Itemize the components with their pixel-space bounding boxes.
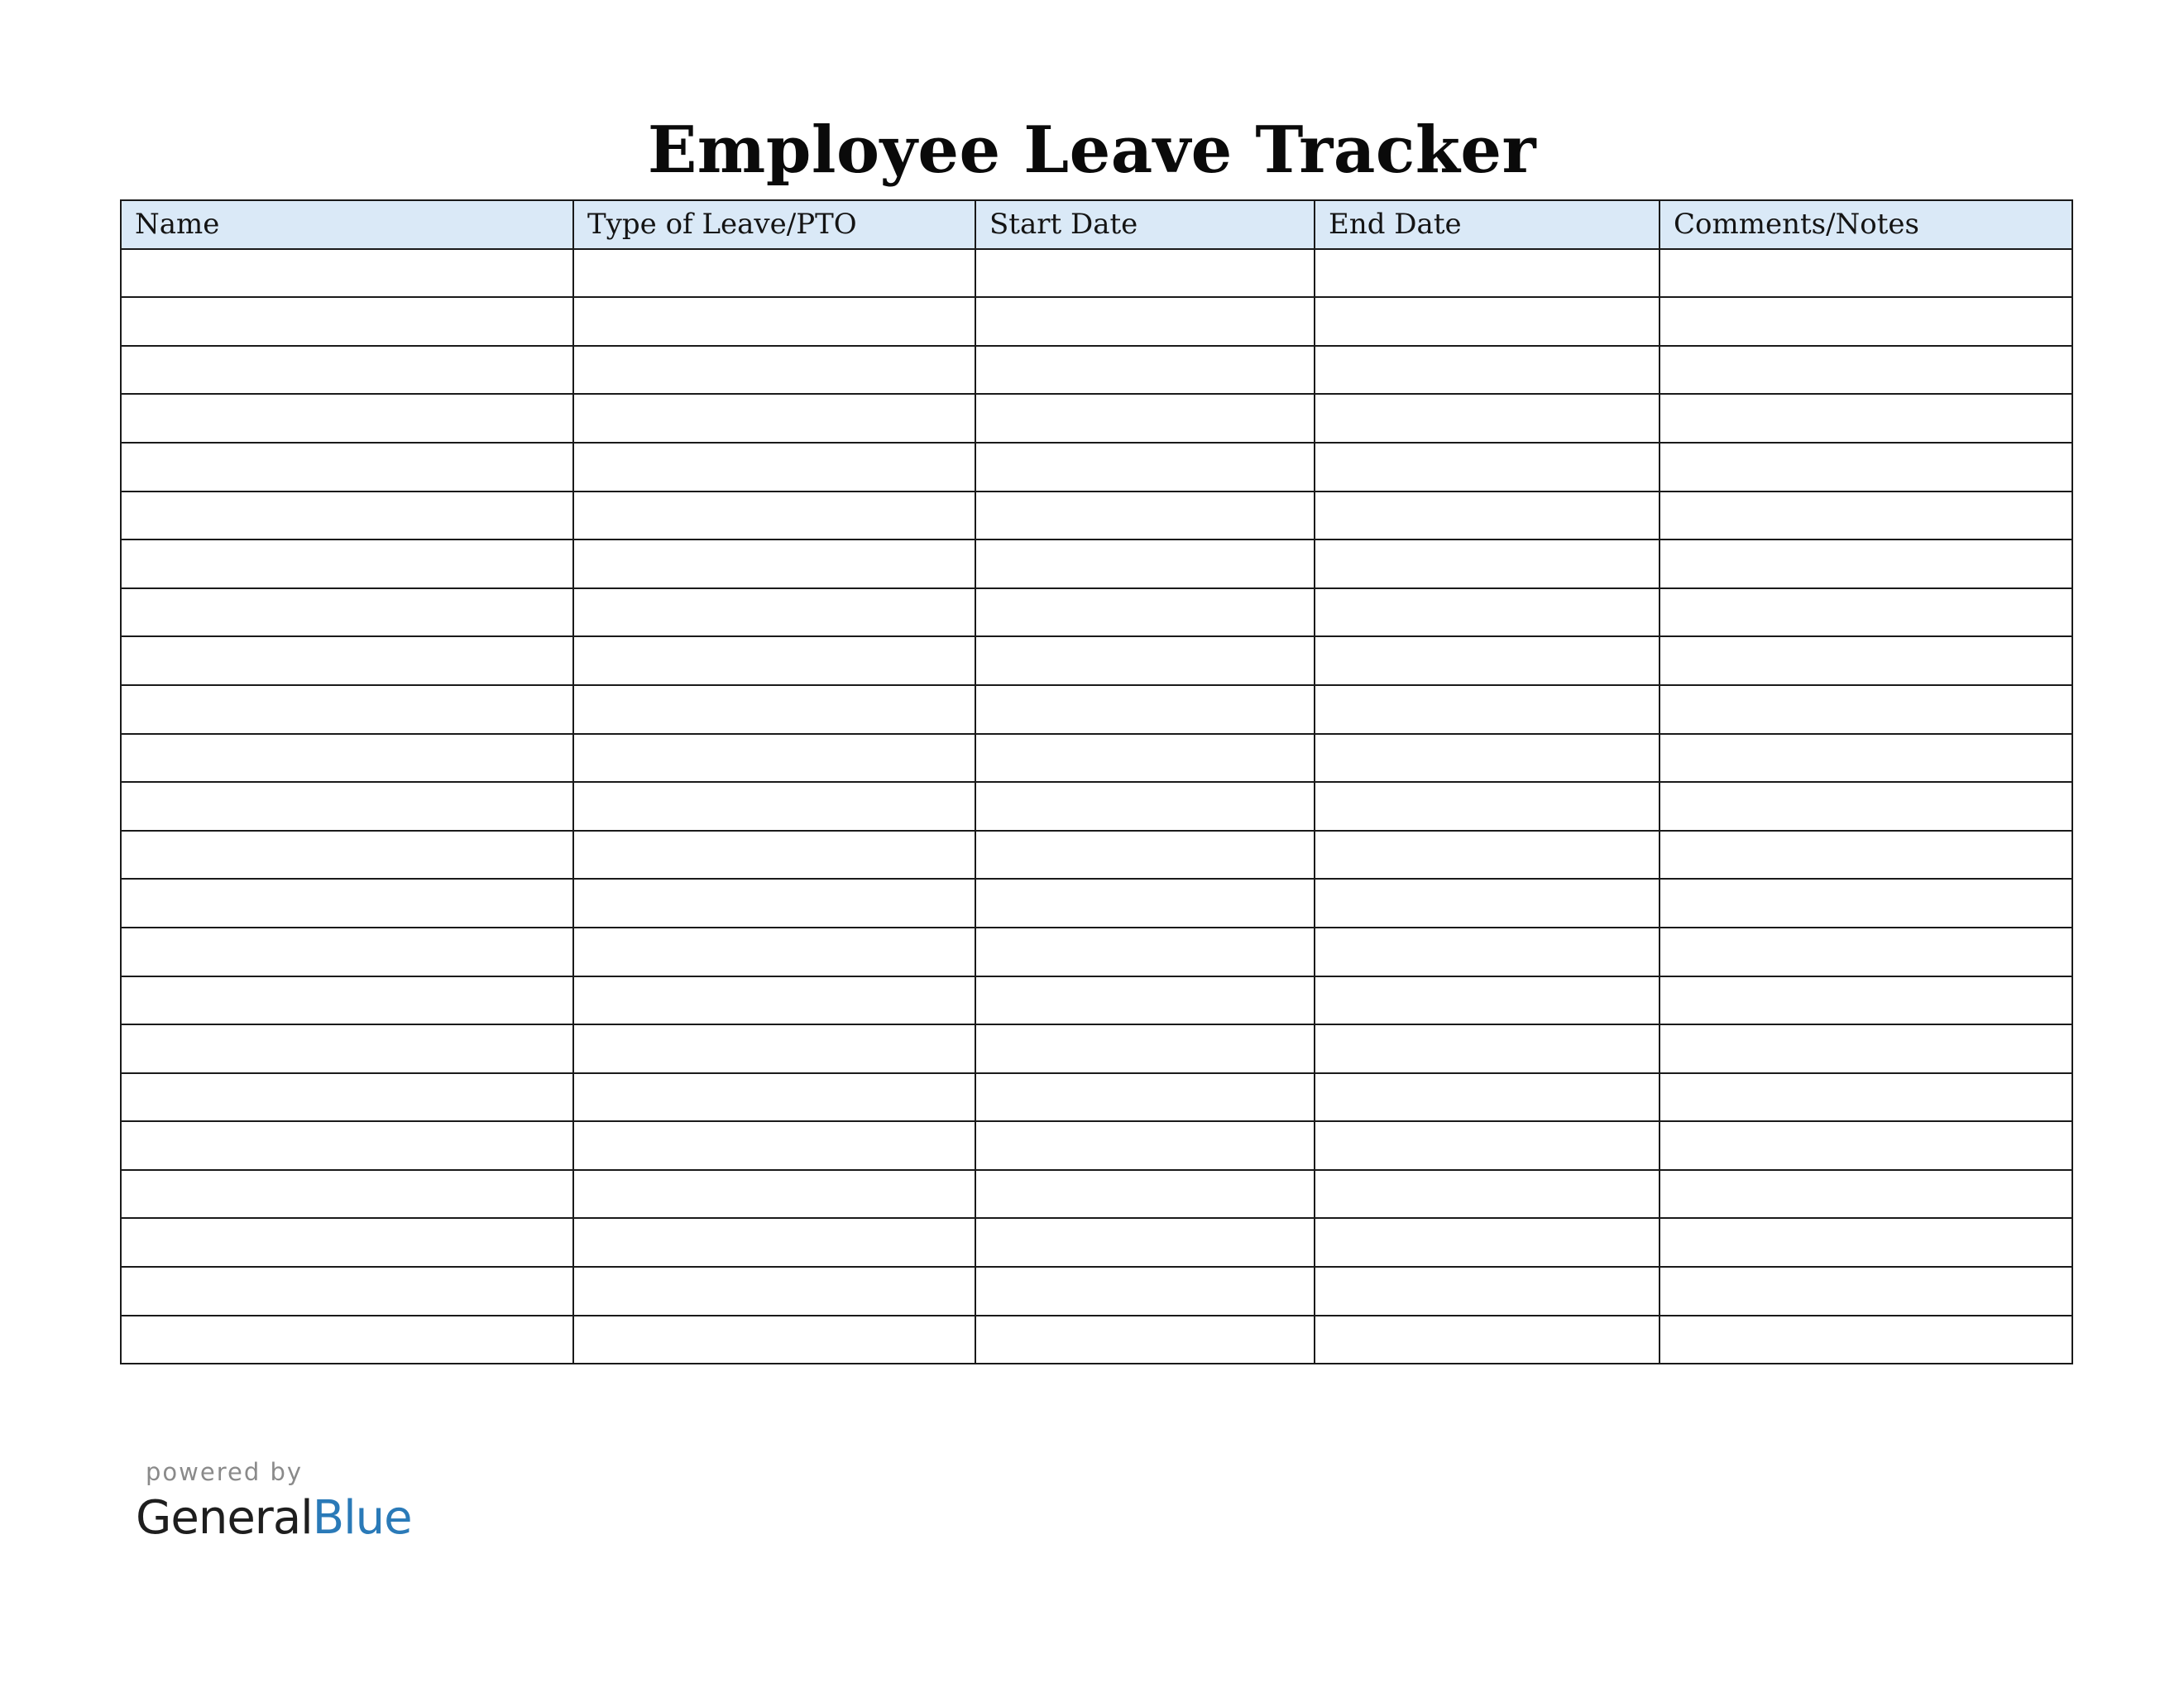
table-row [121,297,2072,346]
cell-name[interactable] [121,928,573,976]
table-row [121,879,2072,928]
table-row [121,1170,2072,1219]
brand-blue: Blue [312,1491,412,1545]
table-row [121,1121,2072,1170]
cell-name[interactable] [121,297,573,346]
header-end-date: End Date [1315,200,1660,249]
cell-comments-notes[interactable] [1660,394,2072,443]
cell-start-date[interactable] [975,1218,1315,1267]
table-row [121,685,2072,734]
cell-type-of-leave[interactable] [573,588,975,637]
header-start-date: Start Date [975,200,1315,249]
cell-comments-notes[interactable] [1660,1024,2072,1073]
cell-name[interactable] [121,1073,573,1122]
header-comments-notes: Comments/Notes [1660,200,2072,249]
cell-comments-notes[interactable] [1660,588,2072,637]
cell-end-date[interactable] [1315,831,1660,880]
header-name: Name [121,200,573,249]
cell-end-date[interactable] [1315,636,1660,685]
page-title: Employee Leave Tracker [647,113,1537,188]
cell-name[interactable] [121,879,573,928]
table-row [121,394,2072,443]
cell-start-date[interactable] [975,879,1315,928]
cell-name[interactable] [121,249,573,298]
cell-name[interactable] [121,1218,573,1267]
table-row [121,1024,2072,1073]
powered-by-label: powered by [146,1458,304,1486]
leave-tracker-table [120,199,2073,1364]
cell-end-date[interactable] [1315,1170,1660,1219]
table-row [121,539,2072,588]
cell-end-date[interactable] [1315,1073,1660,1122]
cell-type-of-leave[interactable] [573,685,975,734]
cell-type-of-leave[interactable] [573,394,975,443]
table-row [121,1218,2072,1267]
cell-comments-notes[interactable] [1660,249,2072,298]
cell-comments-notes[interactable] [1660,297,2072,346]
table-row [121,734,2072,783]
cell-start-date[interactable] [975,297,1315,346]
cell-comments-notes[interactable] [1660,685,2072,734]
cell-end-date[interactable] [1315,1121,1660,1170]
cell-end-date[interactable] [1315,976,1660,1025]
cell-end-date[interactable] [1315,588,1660,637]
cell-type-of-leave[interactable] [573,1024,975,1073]
cell-end-date[interactable] [1315,249,1660,298]
cell-start-date[interactable] [975,1024,1315,1073]
table-row [121,831,2072,880]
cell-type-of-leave[interactable] [573,1073,975,1122]
cell-start-date[interactable] [975,976,1315,1025]
cell-type-of-leave[interactable] [573,1267,975,1316]
table-row [121,1267,2072,1316]
cell-name[interactable] [121,734,573,783]
cell-name[interactable] [121,1170,573,1219]
cell-start-date[interactable] [975,1073,1315,1122]
table-header-row [121,200,2072,249]
cell-name[interactable] [121,539,573,588]
cell-comments-notes[interactable] [1660,976,2072,1025]
cell-type-of-leave[interactable] [573,539,975,588]
cell-type-of-leave[interactable] [573,636,975,685]
cell-type-of-leave[interactable] [573,1121,975,1170]
cell-comments-notes[interactable] [1660,1267,2072,1316]
cell-start-date[interactable] [975,443,1315,492]
cell-name[interactable] [121,831,573,880]
cell-end-date[interactable] [1315,734,1660,783]
cell-name[interactable] [121,782,573,831]
cell-comments-notes[interactable] [1660,492,2072,540]
cell-start-date[interactable] [975,734,1315,783]
cell-comments-notes[interactable] [1660,346,2072,395]
table-row [121,1073,2072,1122]
table-row [121,443,2072,492]
cell-comments-notes[interactable] [1660,734,2072,783]
table-row [121,588,2072,637]
cell-start-date[interactable] [975,1267,1315,1316]
table-row [121,976,2072,1025]
cell-start-date[interactable] [975,1170,1315,1219]
cell-start-date[interactable] [975,249,1315,298]
cell-comments-notes[interactable] [1660,1218,2072,1267]
cell-name[interactable] [121,492,573,540]
cell-start-date[interactable] [975,1316,1315,1364]
cell-end-date[interactable] [1315,443,1660,492]
cell-start-date[interactable] [975,346,1315,395]
footer-branding [136,1458,412,1546]
cell-comments-notes[interactable] [1660,831,2072,880]
cell-name[interactable] [121,685,573,734]
cell-comments-notes[interactable] [1660,1170,2072,1219]
cell-comments-notes[interactable] [1660,928,2072,976]
cell-name[interactable] [121,1267,573,1316]
cell-type-of-leave[interactable] [573,297,975,346]
cell-name[interactable] [121,976,573,1025]
brand-general: General [136,1491,313,1545]
cell-end-date[interactable] [1315,539,1660,588]
cell-start-date[interactable] [975,394,1315,443]
table-row [121,492,2072,540]
cell-comments-notes[interactable] [1660,1316,2072,1364]
cell-comments-notes[interactable] [1660,539,2072,588]
cell-start-date[interactable] [975,685,1315,734]
cell-start-date[interactable] [975,1121,1315,1170]
cell-start-date[interactable] [975,492,1315,540]
cell-start-date[interactable] [975,928,1315,976]
cell-type-of-leave[interactable] [573,928,975,976]
table-row [121,249,2072,298]
cell-end-date[interactable] [1315,1267,1660,1316]
table-row [121,928,2072,976]
cell-name[interactable] [121,443,573,492]
cell-type-of-leave[interactable] [573,734,975,783]
cell-end-date[interactable] [1315,346,1660,395]
cell-name[interactable] [121,1024,573,1073]
cell-start-date[interactable] [975,636,1315,685]
cell-type-of-leave[interactable] [573,1218,975,1267]
cell-type-of-leave[interactable] [573,249,975,298]
cell-end-date[interactable] [1315,1024,1660,1073]
cell-end-date[interactable] [1315,297,1660,346]
cell-start-date[interactable] [975,588,1315,637]
cell-name[interactable] [121,636,573,685]
cell-type-of-leave[interactable] [573,443,975,492]
cell-end-date[interactable] [1315,1218,1660,1267]
cell-name[interactable] [121,394,573,443]
cell-type-of-leave[interactable] [573,1170,975,1219]
cell-type-of-leave[interactable] [573,831,975,880]
cell-name[interactable] [121,588,573,637]
cell-end-date[interactable] [1315,1316,1660,1364]
cell-comments-notes[interactable] [1660,1121,2072,1170]
cell-comments-notes[interactable] [1660,782,2072,831]
header-type-of-leave: Type of Leave/PTO [573,200,975,249]
cell-end-date[interactable] [1315,879,1660,928]
cell-start-date[interactable] [975,539,1315,588]
cell-type-of-leave[interactable] [573,782,975,831]
cell-name[interactable] [121,346,573,395]
cell-end-date[interactable] [1315,928,1660,976]
cell-start-date[interactable] [975,831,1315,880]
cell-comments-notes[interactable] [1660,636,2072,685]
cell-comments-notes[interactable] [1660,443,2072,492]
table-row [121,346,2072,395]
cell-type-of-leave[interactable] [573,976,975,1025]
cell-end-date[interactable] [1315,782,1660,831]
cell-start-date[interactable] [975,782,1315,831]
cell-name[interactable] [121,1316,573,1364]
cell-end-date[interactable] [1315,685,1660,734]
cell-name[interactable] [121,1121,573,1170]
cell-end-date[interactable] [1315,394,1660,443]
cell-type-of-leave[interactable] [573,879,975,928]
table-row [121,1316,2072,1364]
cell-end-date[interactable] [1315,492,1660,540]
cell-type-of-leave[interactable] [573,1316,975,1364]
generalblue-logo [136,1491,412,1546]
cell-comments-notes[interactable] [1660,879,2072,928]
cell-comments-notes[interactable] [1660,1073,2072,1122]
table-body [121,249,2072,1364]
cell-type-of-leave[interactable] [573,492,975,540]
table-row [121,636,2072,685]
cell-type-of-leave[interactable] [573,346,975,395]
table-row [121,782,2072,831]
